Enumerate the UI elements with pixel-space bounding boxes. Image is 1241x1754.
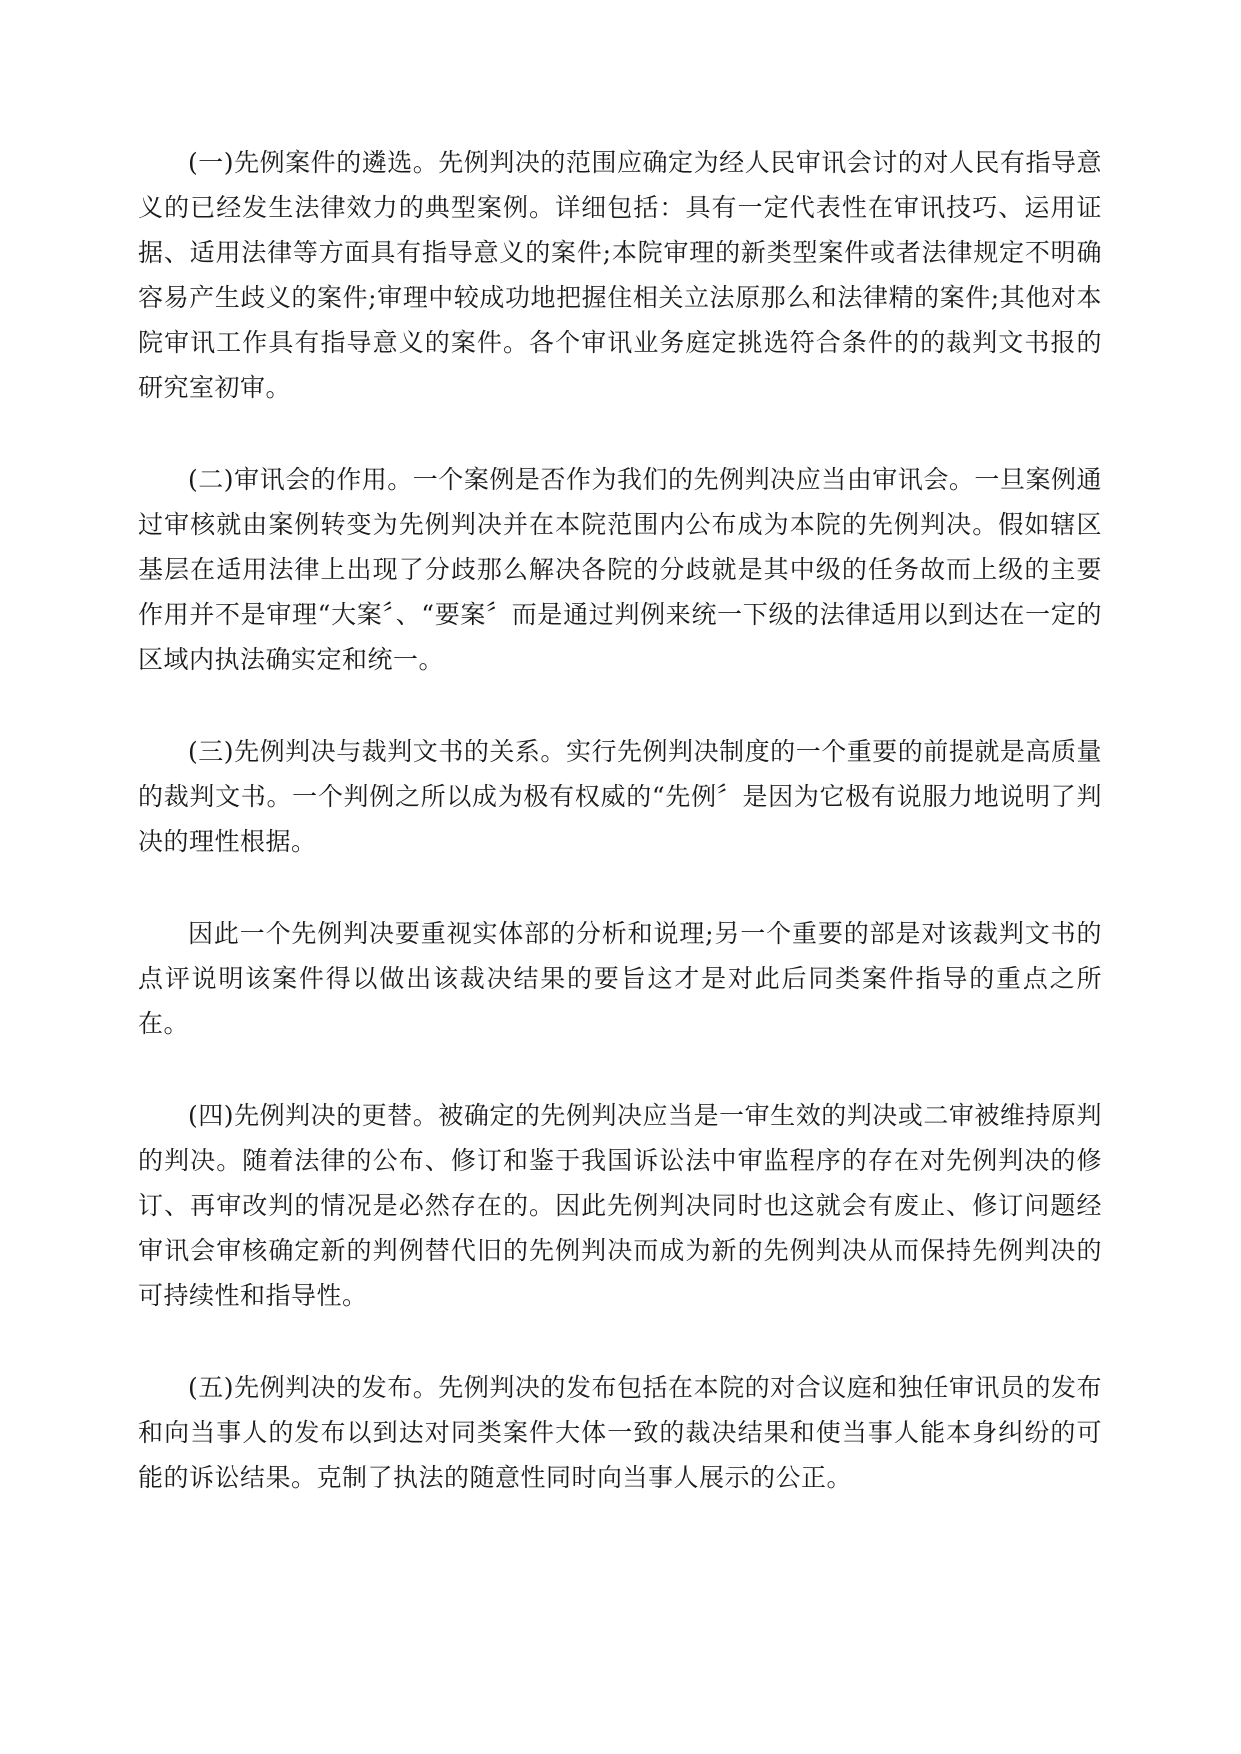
document-body	[138, 140, 1102, 1547]
paragraph-publication: (五)先例判决的发布。先例判决的发布包括在本院的对合议庭和独任审讯员的发布和向当事人的发布以到达对同类案件大体一致的裁决结果和使当事人能本身纠纷的可能的诉讼结果。克制了执法的随意性同时向当事人展示的公正。	[138, 1373, 1102, 1492]
paragraph-replacement: (四)先例判决的更替。被确定的先例判决应当是一审生效的判决或二审被维持原判的判决。随着法律的公布、修订和鉴于我国诉讼法中审监程序的存在对先例判决的修订、再审改判的情况是必然存在的。因此先例判决同时也这就会有废止、修订问题经审讯会审核确定新的判例替代旧的先例判决而成为新的先例判决从而保持先例判决的可持续性和指导性。	[138, 1101, 1102, 1310]
paragraph-judgment-documents: (三)先例判决与裁判文书的关系。实行先例判决制度的一个重要的前提就是高质量的裁判文书。一个判例之所以成为极有权威的“先例〞是因为它极有说服力地说明了判决的理性根据。	[138, 737, 1102, 856]
paragraph-selection: (一)先例案件的遴选。先例判决的范围应确定为经人民审讯会讨的对人民有指导意义的已经发生法律效力的典型案例。详细包括：具有一定代表性在审讯技巧、运用证据、适用法律等方面具有指导意义的案件;本院审理的新类型案件或者法律规定不明确容易产生歧义的案件;审理中较成功地把握住相关立法原那么和法律精的案件;其他对本院审讯工作具有指导意义的案件。各个审讯业务庭定挑选符合条件的的裁判文书报的研究室初审。	[138, 148, 1102, 402]
paragraph-analysis-emphasis: 因此一个先例判决要重视实体部的分析和说理;另一个重要的部是对该裁判文书的点评说明该案件得以做出该裁决结果的要旨这才是对此后同类案件指导的重点之所在。	[138, 919, 1102, 1038]
paragraph-committee-role: (二)审讯会的作用。一个案例是否作为我们的先例判决应当由审讯会。一旦案例通过审核就由案例转变为先例判决并在本院范围内公布成为本院的先例判决。假如辖区基层在适用法律上出现了分歧那么解决各院的分歧就是其中级的任务故而上级的主要作用并不是审理“大案〞、“要案〞而是通过判例来统一下级的法律适用以到达在一定的区域内执法确实定和统一。	[138, 465, 1102, 674]
